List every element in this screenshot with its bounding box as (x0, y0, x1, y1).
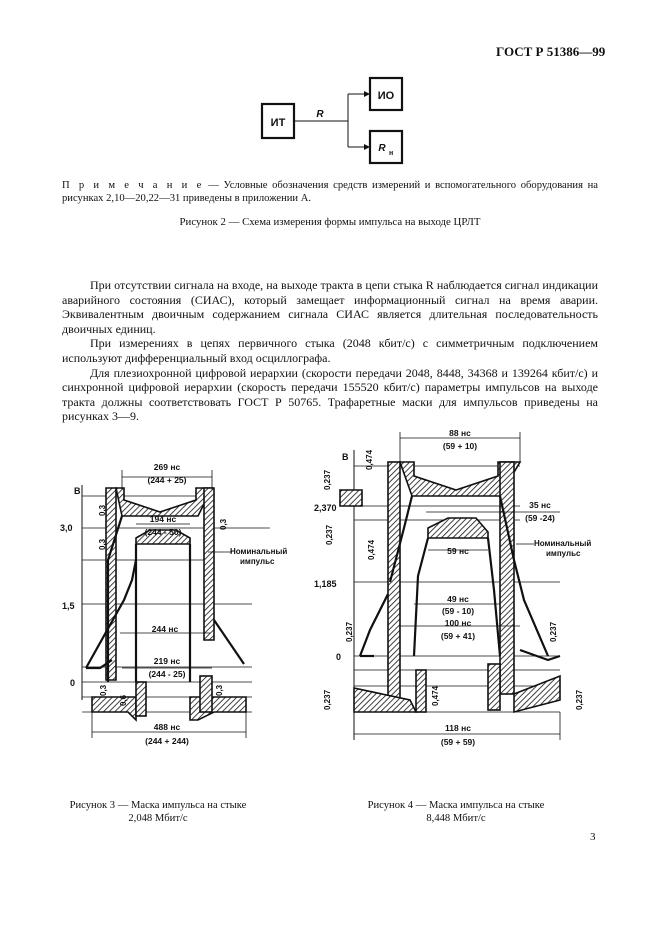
note-prefix: П р и м е ч а н и е (62, 180, 204, 191)
fig4-left-bar (388, 462, 400, 702)
figure4-caption (346, 799, 566, 825)
figure4-caption-line2: 8,448 Мбит/с (426, 813, 486, 824)
figure3-caption-line1: Рисунок 3 — Маска импульса на стыке (69, 800, 247, 811)
fig4-inner-cap (428, 518, 488, 538)
fig4-right-width: 35 нс (529, 500, 551, 510)
fig3-nominal-2: импульс (240, 557, 275, 566)
block-it-label: ИТ (270, 117, 286, 129)
fig3-top-width-sum: (244 + 25) (147, 475, 187, 485)
fig3-nominal-1: Номинальный (230, 547, 288, 556)
paragraph-2: При измерениях в цепях первичного стыка (2048 кбит/с) с симметричным подключением используют дифференциальный вход осциллографа. (62, 336, 598, 365)
fig4-bottom-right (514, 676, 560, 712)
figure3-caption (60, 799, 256, 825)
fig3-v1: 0,3 (98, 504, 107, 516)
fig3-bottom-left (92, 697, 136, 720)
fig3-v6: 0,3 (215, 684, 224, 696)
body-text (62, 278, 598, 424)
fig3-upper-mask-top (116, 488, 212, 516)
fig3-v4: 0,3 (99, 684, 108, 696)
fig3-bottom-right (190, 697, 246, 720)
fig3-v5: 0,6 (119, 694, 128, 706)
block-rn-label: R (378, 143, 386, 154)
figure4-mask (314, 428, 591, 747)
fig4-mid2-width: 100 нс (444, 618, 472, 628)
fig3-bottom-inner-diff: (244 - 25) (148, 669, 186, 679)
fig3-inner-top-diff: (244 - 50) (144, 527, 182, 537)
paragraph-1: При отсутствии сигнала на входе, на выходе тракта в цепи стыка R наблюдается сигнал индикации аварийного состояния (СИАС), который замещает информационный сигнал на время аварии. Эквивалентным двоичным содержанием сигнала СИАС является длительная последовательность двоичных единиц. (62, 278, 598, 336)
fig4-top-width: 88 нс (449, 428, 471, 438)
fig4-inner-top: 59 нс (447, 546, 469, 556)
fig4-top-width-sum: (59 + 10) (442, 441, 478, 451)
fig4-bottom-left (354, 688, 416, 712)
fig3-axis-label: В (74, 486, 81, 496)
fig4-mid2-width-sum: (59 + 41) (440, 631, 476, 641)
block-rn-sub: н (389, 150, 394, 157)
fig3-tick-3: 3,0 (60, 523, 73, 533)
block-rn (370, 131, 402, 163)
fig4-v8: 0,474 (431, 685, 440, 706)
fig3-inner-top: 194 нс (149, 514, 177, 524)
note-text: — Условные обозначения средств измерений и вспомогательного оборудования на рисунках 2,10—20,22—31 приведены в приложении А. (62, 180, 598, 204)
figure3-caption-line2: 2,048 Мбит/с (128, 813, 188, 824)
paragraph-3: Для плезиохронной цифровой иерархии (скорости передачи 2048, 8448, 34368 и 139264 кбит/с) и синхронной цифровой иерархии (скорость передачи 155520 кбит/с) параметры импульсов на выходе тракта должны соответствовать ГОСТ Р 50765. Трафаретные маски для импульсов приведены на рисунках 3—9. (62, 365, 598, 424)
fig3-v3: 0,3 (219, 518, 228, 530)
figure2-diagram (262, 78, 402, 163)
fig3-bottom-width: 488 нс (153, 722, 181, 732)
fig3-mid-width: 244 нс (151, 624, 179, 634)
fig3-top-width: 269 нс (153, 462, 181, 472)
fig4-bottom-width-sum: (59 + 59) (440, 737, 476, 747)
link-label: R (316, 109, 324, 120)
fig3-tick-0: 0 (70, 678, 76, 688)
fig4-v5: 0,237 (345, 621, 354, 642)
fig4-bottom-width: 118 нс (445, 723, 471, 733)
fig4-v6: 0,237 (549, 621, 558, 642)
fig3-v2: 0,3 (98, 538, 107, 550)
fig4-mid-width: 49 нс (447, 594, 469, 604)
fig3-tick-15: 1,5 (62, 601, 75, 611)
fig4-v7: 0,237 (323, 689, 332, 710)
fig4-v1: 0,237 (323, 469, 332, 490)
fig3-right-bar (204, 488, 214, 640)
figure2-caption: Рисунок 2 — Схема измерения формы импульса на выходе ЦРЛТ (179, 216, 481, 228)
fig4-nominal-1: Номинальный (534, 539, 592, 548)
fig4-v9: 0,237 (575, 689, 584, 710)
fig4-right-bar (500, 462, 514, 694)
fig3-bottom-width-sum: (244 + 244) (145, 736, 189, 746)
fig4-mid-width-diff: (59 - 10) (441, 606, 475, 616)
standard-header: ГОСТ Р 51386—99 (496, 44, 606, 59)
page-number: 3 (590, 831, 596, 843)
fig4-nominal-2: импульс (546, 549, 581, 558)
block-io-label: ИО (377, 90, 395, 102)
figure4-caption-line1: Рисунок 4 — Маска импульса на стыке (367, 800, 545, 811)
fig4-axis-label: В (342, 452, 349, 462)
figure2-note (62, 179, 598, 205)
figure3-mask (60, 462, 287, 746)
fig4-tick-2370: 2,370 (314, 503, 337, 513)
fig4-right-width-diff: (59 -24) (525, 513, 555, 523)
fig4-tick-1185: 1,185 (314, 579, 337, 589)
fig3-bottom-inner: 219 нс (153, 656, 181, 666)
fig4-v4: 0,474 (367, 539, 376, 560)
fig4-v3: 0,237 (325, 524, 334, 545)
fig4-v2: 0,474 (365, 449, 374, 470)
fig4-tick-0: 0 (336, 652, 342, 662)
